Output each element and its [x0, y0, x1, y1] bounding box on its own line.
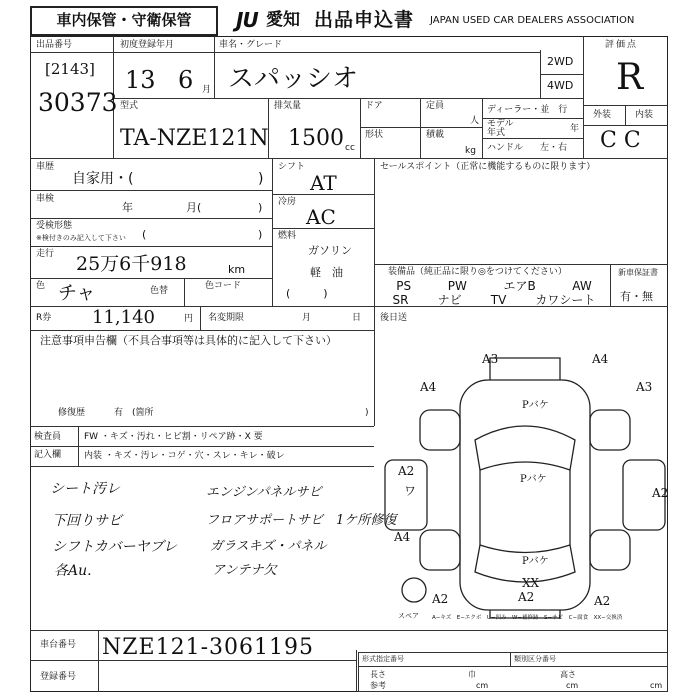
- diagram-mark-7: A4: [394, 530, 411, 544]
- type-designation-label: 形式指定番号: [362, 655, 404, 663]
- damage-legend: A−キズ E−エクボ U−凹み W−補修跡 S−サビ C−腐食 XX−交換済: [432, 615, 623, 621]
- new-car-warranty-value[interactable]: 有・無: [620, 290, 653, 303]
- load-unit: kg: [465, 146, 476, 156]
- dealer-year-unit: 年: [570, 124, 580, 134]
- diagram-mark-6: A2: [652, 486, 669, 500]
- diagram-mark-8: A2: [432, 592, 449, 606]
- spare-label: スペア: [398, 612, 419, 620]
- height-label: 高さ: [560, 670, 576, 679]
- name-change-day: 日: [352, 313, 362, 323]
- color-label: 色: [36, 281, 46, 291]
- acceptance-note: ※検付きのみ記入して下さい: [36, 234, 126, 242]
- inspector-note-right-4: アンテナ欠: [212, 563, 277, 578]
- inspector-note-right-3: ガラスキズ・パネル: [210, 539, 327, 554]
- shift-value: AT: [310, 171, 337, 195]
- inspector-fw-row: FW ・キズ・汚れ・ヒビ割・リペア跡・X 要: [84, 432, 263, 442]
- lot-number: 30373: [38, 88, 118, 117]
- diagram-mark-4: A3: [636, 380, 653, 394]
- model-name-label: 車名・グレード: [219, 40, 283, 50]
- equipment-row2: [378, 294, 610, 307]
- inspector-note-left-2: 下回りサビ: [52, 513, 122, 529]
- inspection-close: ): [258, 201, 263, 214]
- mileage-unit: km: [228, 263, 246, 276]
- drive-2wd[interactable]: 2WD: [547, 55, 574, 68]
- displacement-unit: cc: [345, 143, 355, 153]
- front-bumper: [490, 358, 560, 380]
- mileage-value: 25万6千918: [76, 253, 187, 275]
- dealer-handle: ハンドル: [487, 143, 524, 153]
- diagram-mark-14: Pバケ: [520, 474, 547, 485]
- diagram-mark-10: A2: [594, 594, 611, 608]
- history-value: 自家用・(: [72, 171, 134, 187]
- width-unit: cm: [566, 681, 579, 690]
- rear-right-wheel: [590, 530, 630, 570]
- equipment-ps[interactable]: PS: [396, 279, 412, 293]
- history-close: ): [258, 171, 264, 187]
- inspector-note-right-1: エンジンパネルサビ: [206, 485, 322, 500]
- model-name-value: スパッシオ: [228, 64, 359, 94]
- registration-label: 初度登録年月: [120, 40, 175, 50]
- color-change-label: 色替: [150, 286, 169, 296]
- front-left-wheel: [420, 410, 460, 450]
- diagram-mark-5: A2: [398, 464, 415, 478]
- fuel-gasoline[interactable]: ガソリン: [308, 244, 352, 257]
- diagram-mark-11: XX: [522, 576, 540, 590]
- inspector-note-right-2: フロアサポートサビ 1ケ所修復: [206, 513, 397, 528]
- name-change-label: 名変期限: [208, 313, 245, 323]
- grade-value: R: [616, 57, 644, 98]
- fuel-diesel[interactable]: 軽 油: [310, 266, 343, 279]
- drive-4wd[interactable]: 4WD: [547, 79, 574, 92]
- equipment-aw[interactable]: AW: [572, 279, 592, 293]
- front-right-wheel: [590, 410, 630, 450]
- history-label: 車歴: [36, 162, 55, 172]
- diagram-mark-1: A3: [482, 352, 499, 366]
- inspection-month: 月(: [186, 201, 202, 214]
- reg-number-label: 登録番号: [40, 672, 77, 682]
- length-unit: cm: [476, 681, 489, 690]
- registration-year: 13: [125, 66, 156, 94]
- sales-points-label: セールスポイント（正常に機能するものに限ります）: [380, 162, 596, 172]
- diagram-mark-9: A2: [518, 590, 535, 604]
- shape-label: 形状: [365, 130, 384, 140]
- inspector-note-left-3: シフトカバーヤブレ: [52, 539, 178, 555]
- inspector-note-left-1: シート汚レ: [50, 481, 120, 497]
- equipment-tv[interactable]: TV: [490, 293, 507, 307]
- width-label: 巾: [468, 670, 476, 679]
- repair-label: 修復歴: [58, 408, 86, 418]
- model-code-value: TA-NZE121N: [120, 126, 269, 151]
- spare-tire: [402, 578, 426, 602]
- capacity-unit: 人: [470, 116, 480, 126]
- dealer-row1: ディーラー・並 行: [487, 105, 568, 115]
- diagram-mark-13: Pバケ: [522, 400, 549, 411]
- equipment-navi[interactable]: ナビ: [437, 293, 462, 307]
- load-label: 積載: [426, 130, 445, 140]
- aircon-value: AC: [306, 205, 336, 229]
- displacement-label: 排気量: [274, 101, 302, 111]
- form-title: 出品申込書: [314, 9, 415, 31]
- ju-logo: JU: [236, 8, 258, 32]
- acceptance-label: 受検形態: [36, 221, 73, 231]
- color-value: チャ: [58, 282, 96, 304]
- repair-close: ): [365, 408, 369, 418]
- diagram-mark-2: A4: [592, 352, 609, 366]
- equipment-row1: [378, 280, 610, 293]
- inspector-label: 検査員: [34, 432, 62, 442]
- recycle-label: R券: [36, 313, 52, 323]
- color-code-label: 色コード: [205, 281, 242, 291]
- length-label: 長さ: [370, 670, 386, 679]
- posterior-label: 後日送: [380, 313, 408, 323]
- storage-badge-text: 車内保管・守衛保管: [56, 11, 192, 29]
- registration-month: 6: [178, 66, 194, 94]
- class-number-label: 類別区分番号: [514, 655, 556, 663]
- chassis-value: NZE121-3061195: [102, 635, 314, 660]
- new-car-warranty-label: 新車保証書: [618, 268, 658, 277]
- registration-month-unit: 月: [202, 85, 212, 95]
- equipment-leather[interactable]: カワシート: [535, 293, 596, 307]
- dimension-box: [358, 652, 668, 692]
- doors-label: ドア: [365, 101, 383, 111]
- inspector-note-left-4: 各Au.: [54, 563, 92, 579]
- diagram-mark-15: Pバケ: [522, 556, 549, 567]
- equipment-sr[interactable]: SR: [392, 293, 409, 307]
- dealer-year: 年式: [487, 128, 506, 138]
- exterior-label: 外装: [593, 110, 612, 120]
- fuel-label: 燃料: [278, 231, 297, 241]
- grade-label: 評価点: [605, 40, 639, 50]
- association-name: JAPAN USED CAR DEALERS ASSOCIATION: [430, 15, 635, 26]
- fuel-other: ( ): [286, 287, 328, 300]
- interior-label: 内装: [635, 110, 654, 120]
- lot-label: 出品番号: [36, 40, 73, 50]
- name-change-month: 月: [302, 313, 312, 323]
- inspector-interior-row: 内装 ・キズ・汚レ・コゲ・穴・スレ・キレ・破レ: [84, 451, 285, 461]
- inspection-label: 車検: [36, 194, 55, 204]
- dealer-model: モデル: [487, 119, 514, 129]
- acceptance-close: ): [258, 228, 263, 241]
- equipment-pw[interactable]: PW: [447, 279, 467, 293]
- rear-left-wheel: [420, 530, 460, 570]
- logo-region: 愛知: [266, 10, 300, 30]
- mileage-label: 走行: [36, 249, 55, 259]
- inspection-year: 年: [122, 201, 133, 214]
- exterior-interior-value: C C: [600, 128, 641, 153]
- equipment-airbag[interactable]: エアB: [503, 279, 536, 293]
- chassis-label: 車台番号: [40, 640, 77, 650]
- recycle-value: 11,140: [92, 307, 155, 328]
- dealer-handle-value[interactable]: 左・右: [540, 143, 568, 153]
- acceptance-open: (: [142, 228, 147, 241]
- notes-label: 注意事項申告欄（不具合事項等は具体的に記入して下さい）: [40, 334, 337, 347]
- repair-value: 有 (箇所: [114, 408, 154, 418]
- inspector-label2: 記入欄: [34, 450, 62, 460]
- lot-sub-number: [2143]: [45, 60, 95, 78]
- ref-label: 参考: [370, 681, 386, 690]
- displacement-value: 1500: [288, 126, 344, 151]
- capacity-label: 定員: [426, 101, 445, 111]
- equipment-label: 装備品（純正品に限り◎をつけてください）: [388, 267, 567, 277]
- diagram-mark-3: A4: [420, 380, 437, 394]
- recycle-unit: 円: [184, 314, 194, 324]
- aircon-label: 冷房: [278, 197, 297, 207]
- shift-label: シフト: [278, 162, 306, 172]
- diagram-mark-12: ワ: [404, 484, 417, 498]
- windshield: [475, 426, 575, 470]
- model-code-label: 型式: [120, 101, 139, 111]
- height-unit: cm: [650, 681, 663, 690]
